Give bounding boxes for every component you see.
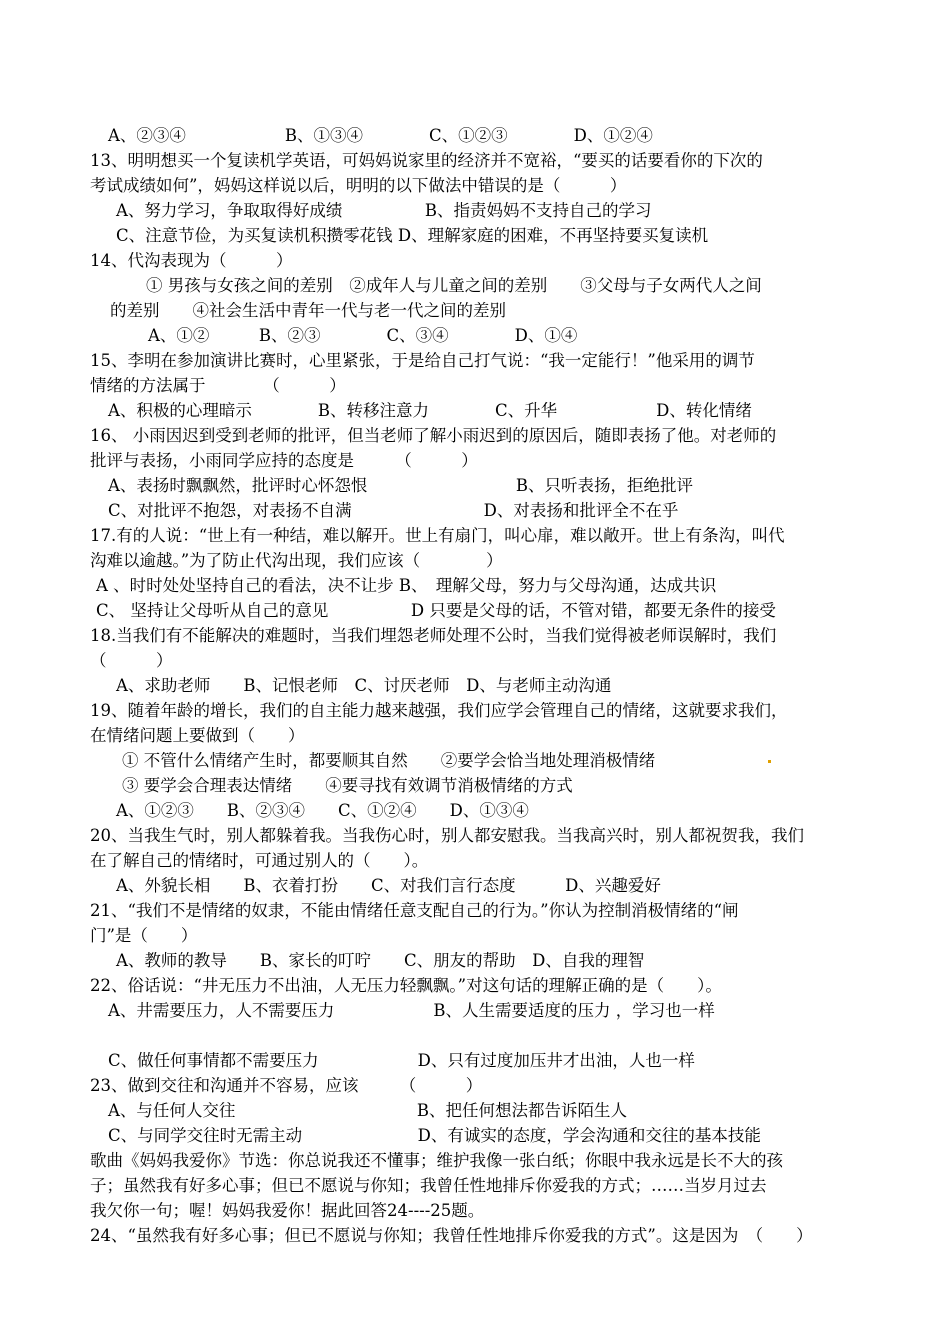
q14-stem: 14、代沟表现为（ ） <box>90 251 293 270</box>
q20-options: A、外貌长相 B、衣着打扮 C、对我们言行态度 D、兴趣爱好 <box>116 876 661 895</box>
q15-stem: 15、李明在参加演讲比赛时，心里紧张，于是给自己打气说：“我一定能行！”他采用的调节 <box>90 351 755 370</box>
q12-options: A、②③④ B、①③④ C、①②③ D、①②④ <box>108 126 653 145</box>
q21-stem-cont: 门”是（ ） <box>90 926 198 945</box>
q17-stem-cont: 沟难以逾越。”为了防止代沟出现，我们应该（ ） <box>90 551 503 570</box>
q15-stem-cont: 情绪的方法属于 （ ） <box>90 376 346 395</box>
q17-options-ab: A 、时时处处坚持自己的看法，决不让步 B、 理解父母，努力与父母沟通，达成共识 <box>96 576 717 595</box>
q21-options: A、教师的教导 B、家长的叮咛 C、朋友的帮助 D、自我的理智 <box>116 951 645 970</box>
q18-options: A、求助老师 B、记恨老师 C、讨厌老师 D、与老师主动沟通 <box>116 676 612 695</box>
q13-options-ab: A、努力学习，争取取得好成绩 B、指责妈妈不支持自己的学习 <box>116 201 652 220</box>
q14-options: A、①② B、②③ C、③④ D、①④ <box>148 326 578 345</box>
q14-items-cont: 的差别 ④社会生活中青年一代与老一代之间的差别 <box>110 301 506 320</box>
q22-options-cd: C、做任何事情都不需要压力 D、只有过度加压井才出油，人也一样 <box>108 1051 695 1070</box>
q19-stem-cont: 在情绪问题上要做到（ ） <box>90 726 305 745</box>
q13-options-cd: C、注意节俭，为买复读机积攒零花钱 D、理解家庭的困难，不再坚持要买复读机 <box>116 226 709 245</box>
q16-stem: 16、 小雨因迟到受到老师的批评，但当老师了解小雨迟到的原因后，随即表扬了他。对老师的 <box>90 426 777 445</box>
song-passage-end: 我欠你一句；喔！妈妈我爱你！据此回答24----25题。 <box>90 1201 485 1220</box>
q23-options-ab: A、与任何人交往 B、把任何想法都告诉陌生人 <box>108 1101 628 1120</box>
stray-mark <box>768 760 771 763</box>
q24-stem: 24、“虽然我有好多心事；但已不愿说与你知；我曾任性地排斥你爱我的方式”。这是因为 （ ） <box>90 1226 813 1245</box>
song-passage: 歌曲《妈妈我爱你》节选：你总说我还不懂事；维护我像一张白纸；你眼中我永远是长不大的孩 <box>90 1151 783 1170</box>
q19-stem: 19、随着年龄的增长，我们的自主能力越来越强，我们应学会管理自己的情绪，这就要求我们， <box>90 701 788 720</box>
q19-items-12: ① 不管什么情绪产生时，都要顺其自然 ②要学会恰当地处理消极情绪 <box>122 751 656 770</box>
q23-options-cd: C、与同学交往时无需主动 D、有诚实的态度，学会沟通和交往的基本技能 <box>108 1126 761 1145</box>
q19-items-34: ③ 要学会合理表达情绪 ④要寻找有效调节消极情绪的方式 <box>122 776 573 795</box>
q21-stem: 21、“我们不是情绪的奴隶，不能由情绪任意支配自己的行为。”你认为控制消极情绪的“闸 <box>90 901 739 920</box>
q17-stem: 17.有的人说：“世上有一种结，难以解开。世上有扇门，叫心扉，难以敞开。世上有条沟，叫代 <box>90 526 785 545</box>
q13-stem: 13、明明想买一个复读机学英语，可妈妈说家里的经济并不宽裕，“要买的话要看你的下次的 <box>90 151 763 170</box>
q14-items: ① 男孩与女孩之间的差别 ②成年人与儿童之间的差别 ③父母与子女两代人之间 <box>146 276 762 295</box>
q22-options-ab: A、井需要压力，人不需要压力 B、人生需要适度的压力 ，学习也一样 <box>108 1001 715 1020</box>
q17-options-cd: C、 坚持让父母听从自己的意见 D 只要是父母的话，不管对错，都要无条件的接受 <box>96 601 776 620</box>
q15-options: A、积极的心理暗示 B、转移注意力 C、升华 D、转化情绪 <box>108 401 752 420</box>
q20-stem: 20、当我生气时，别人都躲着我。当我伤心时，别人都安慰我。当我高兴时，别人都祝贺我，我们 <box>90 826 804 845</box>
song-passage-cont: 子；虽然我有好多心事；但已不愿说与你知；我曾任性地排斥你爱我的方式；……当岁月过去 <box>90 1176 767 1195</box>
q16-stem-cont: 批评与表扬，小雨同学应持的态度是 （ ） <box>90 451 478 470</box>
q20-stem-cont: 在了解自己的情绪时，可通过别人的（ ）。 <box>90 851 429 870</box>
q18-stem: 18.当我们有不能解决的难题时，当我们埋怨老师处理不公时，当我们觉得被老师误解时，我们 <box>90 626 777 645</box>
q22-stem: 22、俗话说：“井无压力不出油，人无压力轻飘飘。”对这句话的理解正确的是（ ）。 <box>90 976 722 995</box>
q23-stem: 23、做到交往和沟通并不容易，应该 （ ） <box>90 1076 483 1095</box>
q16-options-ab: A、表扬时飘飘然，批评时心怀怨恨 B、只听表扬，拒绝批评 <box>108 476 694 495</box>
q19-options: A、①②③ B、②③④ C、①②④ D、①③④ <box>116 801 529 820</box>
q13-stem-cont: 考试成绩如何”，妈妈这样说以后，明明的以下做法中错误的是（ ） <box>90 176 627 195</box>
q18-stem-cont: （ ） <box>90 651 173 670</box>
q16-options-cd: C、对批评不抱怨，对表扬不自满 D、对表扬和批评全不在乎 <box>108 501 679 520</box>
